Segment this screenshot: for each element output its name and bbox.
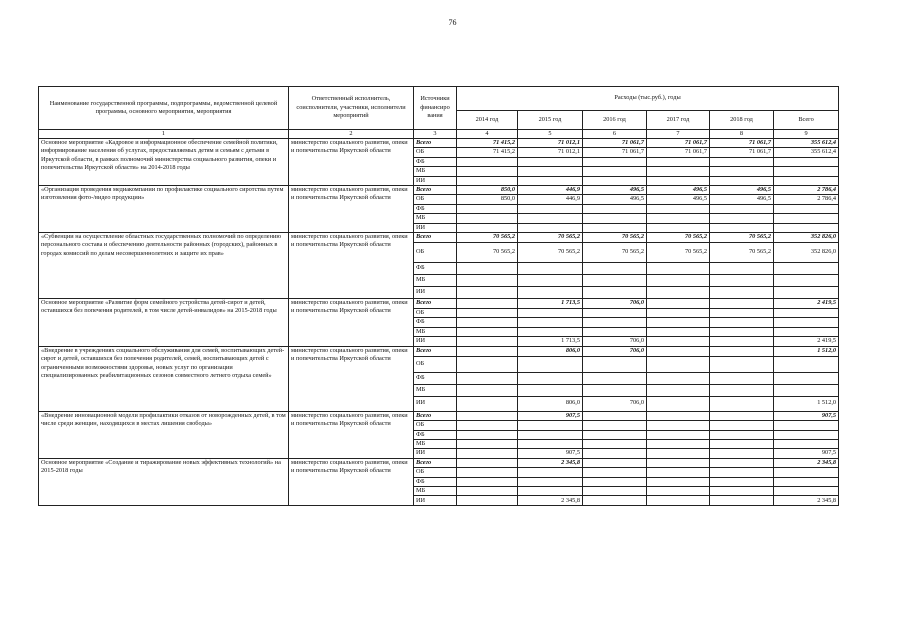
total-value xyxy=(774,430,839,439)
header-executor: Ответственный исполнитель, соисполнители, участники, исполнители мероприятий xyxy=(289,87,414,130)
executor-name: министерство социального развития, опеки и попечительства Иркутской области xyxy=(289,458,414,506)
total-value xyxy=(774,263,839,275)
year-value: 850,0 xyxy=(457,195,518,204)
executor-name: министерство социального развития, опеки и попечительства Иркутской области xyxy=(289,411,414,458)
year-value xyxy=(518,263,583,275)
year-value xyxy=(457,449,518,458)
funding-source: ИИ xyxy=(414,449,457,458)
total-value xyxy=(774,356,839,372)
total-value: 352 826,0 xyxy=(774,243,839,263)
col-number: 1 xyxy=(39,130,289,139)
funding-source: ИИ xyxy=(414,176,457,185)
total-value: 2 786,4 xyxy=(774,195,839,204)
total-value xyxy=(774,421,839,430)
year-value xyxy=(518,287,583,299)
year-value: 496,5 xyxy=(647,195,710,204)
year-value: 850,0 xyxy=(457,186,518,195)
year-value xyxy=(647,204,710,213)
year-value xyxy=(583,275,647,287)
funding-source: Всего xyxy=(414,299,457,309)
funding-source: МБ xyxy=(414,486,457,495)
year-value xyxy=(457,204,518,213)
year-value xyxy=(647,356,710,372)
activity-name: «Организация проведения медиакомпании по профилактике социального сиротства путем изготовления фото-/видео продукции» xyxy=(39,186,289,233)
year-value xyxy=(518,486,583,495)
year-value: 70 565,2 xyxy=(583,243,647,263)
year-value xyxy=(647,458,710,467)
year-value xyxy=(647,346,710,356)
year-value xyxy=(710,477,774,486)
executor-name: министерство социального развития, опеки и попечительства Иркутской области xyxy=(289,346,414,411)
year-value xyxy=(647,318,710,327)
funding-source: МБ xyxy=(414,439,457,448)
year-value xyxy=(457,223,518,232)
funding-source: ИИ xyxy=(414,223,457,232)
year-value xyxy=(518,430,583,439)
funding-source: ФБ xyxy=(414,372,457,384)
year-value xyxy=(583,287,647,299)
year-value xyxy=(457,458,518,467)
year-value xyxy=(518,204,583,213)
year-value xyxy=(710,384,774,396)
total-value: 2 786,4 xyxy=(774,186,839,195)
year-value: 706,0 xyxy=(583,346,647,356)
funding-source: ОБ xyxy=(414,148,457,157)
year-value: 806,0 xyxy=(518,346,583,356)
year-value xyxy=(583,176,647,185)
header-total: Всего xyxy=(774,111,839,130)
funding-source: ИИ xyxy=(414,496,457,506)
year-value xyxy=(710,486,774,495)
year-value xyxy=(647,411,710,420)
year-value xyxy=(518,318,583,327)
year-value xyxy=(583,449,647,458)
year-value xyxy=(647,327,710,336)
year-value xyxy=(647,496,710,506)
col-number: 6 xyxy=(583,130,647,139)
executor-name: министерство социального развития, опеки и попечительства Иркутской области xyxy=(289,299,414,347)
year-value: 71 061,7 xyxy=(710,148,774,157)
year-value xyxy=(518,157,583,166)
year-value xyxy=(647,477,710,486)
funding-source: Всего xyxy=(414,233,457,243)
year-value xyxy=(710,468,774,477)
activity-name: Основное мероприятие «Создание и тиражирование новых эффективных технологий» на 2015-2018 годы xyxy=(39,458,289,506)
year-value xyxy=(583,486,647,495)
executor-name: министерство социального развития, опеки и попечительства Иркутской области xyxy=(289,139,414,186)
header-source: Источники финансиро вания xyxy=(414,87,457,130)
total-value: 352 826,0 xyxy=(774,233,839,243)
funding-source: ОБ xyxy=(414,243,457,263)
year-value: 70 565,2 xyxy=(647,243,710,263)
year-value xyxy=(518,275,583,287)
year-value xyxy=(457,318,518,327)
year-value: 446,9 xyxy=(518,186,583,195)
year-value: 496,5 xyxy=(647,186,710,195)
year-value: 446,9 xyxy=(518,195,583,204)
year-value xyxy=(583,430,647,439)
funding-source: ОБ xyxy=(414,356,457,372)
funding-source: Всего xyxy=(414,186,457,195)
year-value xyxy=(710,299,774,309)
activity-name: «Внедрение в учреждениях социального обслуживания для семей, воспитывающих детей-сирот и детей, оставшихся без попечения родителей, семей, воспитывающих детей с ограниченными возможностями здоровья, новых услуг по организации специализированных реабилитационных сезонов совместного летнего отдыха семей» xyxy=(39,346,289,411)
total-value xyxy=(774,439,839,448)
total-value: 2 345,8 xyxy=(774,458,839,467)
year-value xyxy=(583,458,647,467)
year-value: 71 061,7 xyxy=(710,139,774,148)
col-number: 5 xyxy=(518,130,583,139)
total-value xyxy=(774,327,839,336)
year-value xyxy=(583,204,647,213)
year-value xyxy=(518,384,583,396)
year-value xyxy=(647,223,710,232)
year-value xyxy=(710,223,774,232)
year-value xyxy=(710,411,774,420)
funding-source: ИИ xyxy=(414,337,457,346)
year-value xyxy=(583,157,647,166)
year-value xyxy=(647,396,710,411)
year-value xyxy=(457,372,518,384)
year-value xyxy=(518,223,583,232)
year-value xyxy=(457,396,518,411)
year-value: 70 565,2 xyxy=(518,243,583,263)
total-value xyxy=(774,275,839,287)
table-row xyxy=(39,139,839,148)
year-value: 496,5 xyxy=(583,186,647,195)
year-value xyxy=(457,299,518,309)
year-value xyxy=(710,372,774,384)
year-value xyxy=(583,167,647,176)
total-value xyxy=(774,309,839,318)
year-value xyxy=(457,337,518,346)
year-value xyxy=(710,421,774,430)
year-value: 70 565,2 xyxy=(710,243,774,263)
year-value xyxy=(710,309,774,318)
funding-source: ФБ xyxy=(414,430,457,439)
year-value xyxy=(647,309,710,318)
year-value xyxy=(457,309,518,318)
year-value: 70 565,2 xyxy=(457,233,518,243)
year-value xyxy=(710,263,774,275)
total-value xyxy=(774,372,839,384)
year-value xyxy=(457,327,518,336)
year-value xyxy=(583,477,647,486)
year-value: 71 061,7 xyxy=(583,139,647,148)
year-value xyxy=(710,346,774,356)
header-expenses: Расходы (тыс.руб.), годы xyxy=(457,87,839,111)
year-value: 70 565,2 xyxy=(647,233,710,243)
total-value xyxy=(774,204,839,213)
activity-name: Основное мероприятие «Кадровое и информационное обеспечение семейной политики, информирование населения об услугах, предоставляемых детям и семьям с детьми в Иркутской области, в рамках полномочий министерства социального развития, опеки и попечительства Иркутской области» на 2014-2018 годы xyxy=(39,139,289,186)
funding-source: ФБ xyxy=(414,318,457,327)
year-value xyxy=(647,176,710,185)
funding-source: ОБ xyxy=(414,468,457,477)
year-value xyxy=(583,411,647,420)
total-value xyxy=(774,318,839,327)
year-value: 71 061,7 xyxy=(647,148,710,157)
year-value xyxy=(710,176,774,185)
year-value xyxy=(647,421,710,430)
year-value: 496,5 xyxy=(710,186,774,195)
year-value: 496,5 xyxy=(710,195,774,204)
header-year: 2015 год xyxy=(518,111,583,130)
year-value xyxy=(457,486,518,495)
activity-name: «Субвенции на осуществление областных государственных полномочий по определению персонального состава и обеспечению деятельности районных (городских), районных в городах комиссий по делам несовершеннолетних и защите их прав» xyxy=(39,233,289,299)
funding-source: ОБ xyxy=(414,195,457,204)
year-value xyxy=(710,458,774,467)
year-value xyxy=(647,275,710,287)
year-value xyxy=(518,477,583,486)
year-value xyxy=(457,214,518,223)
year-value xyxy=(583,223,647,232)
activity-name: «Внедрение инновационной модели профилактики отказов от новорожденных детей, в том числе среди женщин, находящихся в местах лишения свободы» xyxy=(39,411,289,458)
year-value xyxy=(647,449,710,458)
total-value: 355 612,4 xyxy=(774,148,839,157)
year-value xyxy=(518,372,583,384)
total-value: 2 345,8 xyxy=(774,496,839,506)
funding-source: МБ xyxy=(414,327,457,336)
year-value xyxy=(710,275,774,287)
year-value xyxy=(647,299,710,309)
year-value xyxy=(457,176,518,185)
year-value xyxy=(710,287,774,299)
year-value xyxy=(518,439,583,448)
funding-source: ФБ xyxy=(414,477,457,486)
year-value xyxy=(518,176,583,185)
funding-source: МБ xyxy=(414,167,457,176)
funding-source: МБ xyxy=(414,214,457,223)
total-value xyxy=(774,157,839,166)
col-number: 3 xyxy=(414,130,457,139)
year-value xyxy=(583,309,647,318)
total-value: 907,5 xyxy=(774,449,839,458)
year-value xyxy=(710,157,774,166)
year-value xyxy=(710,496,774,506)
total-value xyxy=(774,223,839,232)
total-value xyxy=(774,214,839,223)
year-value xyxy=(710,337,774,346)
col-number: 2 xyxy=(289,130,414,139)
year-value xyxy=(457,167,518,176)
year-value: 71 012,1 xyxy=(518,148,583,157)
year-value xyxy=(457,287,518,299)
expenses-table xyxy=(38,86,839,506)
year-value: 1 713,5 xyxy=(518,337,583,346)
year-value: 706,0 xyxy=(583,396,647,411)
header-year: 2014 год xyxy=(457,111,518,130)
year-value xyxy=(583,468,647,477)
year-value xyxy=(457,157,518,166)
year-value xyxy=(647,384,710,396)
year-value: 70 565,2 xyxy=(457,243,518,263)
total-value xyxy=(774,477,839,486)
total-value xyxy=(774,287,839,299)
activity-name: Основное мероприятие «Развитие форм семейного устройства детей-сирот и детей, оставшихся без попечения родителей, в том числе детей-инвалидов» на 2015-2018 годы xyxy=(39,299,289,347)
year-value xyxy=(457,430,518,439)
year-value xyxy=(710,318,774,327)
year-value xyxy=(583,439,647,448)
year-value: 70 565,2 xyxy=(710,233,774,243)
year-value xyxy=(710,167,774,176)
table-row xyxy=(39,233,839,243)
year-value xyxy=(457,384,518,396)
year-value: 706,0 xyxy=(583,337,647,346)
funding-source: МБ xyxy=(414,275,457,287)
funding-source: ИИ xyxy=(414,396,457,411)
year-value xyxy=(647,337,710,346)
year-value xyxy=(518,327,583,336)
total-value xyxy=(774,384,839,396)
year-value: 2 345,8 xyxy=(518,496,583,506)
total-value: 907,5 xyxy=(774,411,839,420)
header-year: 2016 год xyxy=(583,111,647,130)
table-row xyxy=(39,346,839,356)
year-value: 71 415,2 xyxy=(457,139,518,148)
year-value xyxy=(518,167,583,176)
year-value xyxy=(583,327,647,336)
funding-source: ОБ xyxy=(414,421,457,430)
year-value xyxy=(647,214,710,223)
year-value xyxy=(583,421,647,430)
year-value xyxy=(647,430,710,439)
year-value xyxy=(583,372,647,384)
total-value: 355 612,4 xyxy=(774,139,839,148)
year-value xyxy=(457,477,518,486)
table-body xyxy=(39,139,839,506)
year-value xyxy=(583,496,647,506)
year-value: 71 061,7 xyxy=(647,139,710,148)
year-value xyxy=(457,468,518,477)
year-value xyxy=(710,396,774,411)
funding-source: ФБ xyxy=(414,263,457,275)
header-year: 2018 год xyxy=(710,111,774,130)
page-number: 76 xyxy=(448,18,457,27)
col-number: 4 xyxy=(457,130,518,139)
year-value: 70 565,2 xyxy=(583,233,647,243)
year-value: 71 415,2 xyxy=(457,148,518,157)
year-value xyxy=(518,214,583,223)
year-value xyxy=(710,430,774,439)
year-value xyxy=(647,263,710,275)
funding-source: Всего xyxy=(414,139,457,148)
table-row xyxy=(39,458,839,467)
year-value: 1 713,5 xyxy=(518,299,583,309)
funding-source: Всего xyxy=(414,346,457,356)
year-value xyxy=(583,318,647,327)
year-value xyxy=(710,439,774,448)
col-number: 9 xyxy=(774,130,839,139)
total-value xyxy=(774,468,839,477)
total-value: 1 512,0 xyxy=(774,346,839,356)
year-value xyxy=(583,263,647,275)
year-value xyxy=(518,421,583,430)
year-value: 806,0 xyxy=(518,396,583,411)
year-value: 71 012,1 xyxy=(518,139,583,148)
funding-source: ФБ xyxy=(414,157,457,166)
funding-source: МБ xyxy=(414,384,457,396)
year-value xyxy=(647,157,710,166)
year-value xyxy=(647,372,710,384)
year-value: 907,5 xyxy=(518,449,583,458)
year-value: 70 565,2 xyxy=(518,233,583,243)
year-value xyxy=(457,439,518,448)
year-value xyxy=(457,496,518,506)
year-value xyxy=(710,449,774,458)
year-value xyxy=(710,356,774,372)
year-value xyxy=(710,214,774,223)
year-value xyxy=(647,486,710,495)
funding-source: ОБ xyxy=(414,309,457,318)
total-value: 2 419,5 xyxy=(774,299,839,309)
year-value xyxy=(457,421,518,430)
table-row xyxy=(39,411,839,420)
year-value: 907,5 xyxy=(518,411,583,420)
table-row xyxy=(39,186,839,195)
executor-name: министерство социального развития, опеки и попечительства Иркутской области xyxy=(289,186,414,233)
year-value: 71 061,7 xyxy=(583,148,647,157)
year-value xyxy=(518,468,583,477)
total-value xyxy=(774,176,839,185)
year-value xyxy=(457,263,518,275)
year-value xyxy=(518,356,583,372)
year-value: 706,0 xyxy=(583,299,647,309)
year-value: 496,5 xyxy=(583,195,647,204)
total-value: 2 419,5 xyxy=(774,337,839,346)
year-value xyxy=(457,275,518,287)
year-value xyxy=(457,356,518,372)
year-value xyxy=(647,439,710,448)
header-year: 2017 год xyxy=(647,111,710,130)
funding-source: ФБ xyxy=(414,204,457,213)
funding-source: Всего xyxy=(414,458,457,467)
year-value xyxy=(710,204,774,213)
table-row xyxy=(39,299,839,309)
year-value xyxy=(583,214,647,223)
col-number: 8 xyxy=(710,130,774,139)
header-name: Наименование государственной программы, подпрограммы, ведомственной целевой программы, основного мероприятия, мероприятия xyxy=(39,87,289,130)
year-value xyxy=(647,167,710,176)
year-value xyxy=(710,327,774,336)
funding-source: Всего xyxy=(414,411,457,420)
funding-source: ИИ xyxy=(414,287,457,299)
total-value xyxy=(774,486,839,495)
year-value xyxy=(647,468,710,477)
year-value xyxy=(457,346,518,356)
year-value xyxy=(518,309,583,318)
year-value xyxy=(457,411,518,420)
year-value xyxy=(583,356,647,372)
year-value xyxy=(647,287,710,299)
total-value xyxy=(774,167,839,176)
year-value: 2 345,8 xyxy=(518,458,583,467)
total-value: 1 512,0 xyxy=(774,396,839,411)
col-number: 7 xyxy=(647,130,710,139)
executor-name: министерство социального развития, опеки и попечительства Иркутской области xyxy=(289,233,414,299)
year-value xyxy=(583,384,647,396)
